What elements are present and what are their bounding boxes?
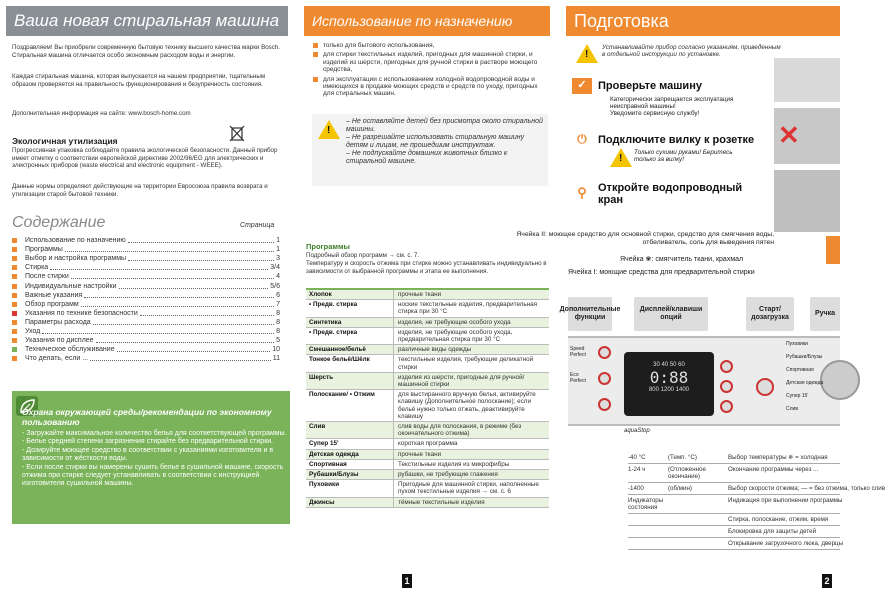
cell-soft-text: Ячейка ❀: смягчитель ткани, крахмал	[620, 256, 744, 263]
orange-tab	[826, 236, 840, 264]
util-text: Прогрессивная упаковка соблюдайте правила экологической безопасности. Данный прибор имеет отметку о соответствии европейской директиве 2002/96/EG для электрических и электронных приборов (waste electrical and electronic equipment - WEEE).	[12, 147, 278, 170]
eco-item: - Дозируйте моющее средство в соответствии с указаниями изготовителя и в зависимости от жёсткости воды.	[22, 447, 287, 464]
left-header: Ваша новая стиральная машина	[6, 6, 288, 36]
display	[624, 352, 714, 416]
cell-a: -40 °C	[628, 454, 646, 461]
warning-icon: !	[576, 44, 598, 63]
toc-item[interactable]	[12, 354, 280, 363]
toc-item[interactable]	[12, 327, 280, 336]
page-number: 1	[402, 574, 412, 588]
display-table-row	[628, 464, 840, 483]
program-row	[306, 498, 549, 508]
warning-item: – Не разрешайте использовать стиральную машину детям и лицам, не прошедшим инструктаж.	[346, 134, 544, 150]
display-table-row	[628, 452, 840, 464]
toc-item[interactable]	[12, 300, 280, 309]
program-name: Спортивная	[306, 460, 394, 469]
extra-functions-label: Дополнительные функции	[568, 297, 612, 331]
cell-c: Блокировка для защиты детей	[728, 528, 817, 535]
program-name: Хлопок	[306, 290, 394, 299]
toc-dots	[90, 356, 271, 361]
handle-label: Ручка	[810, 297, 840, 331]
toc-item[interactable]	[12, 254, 280, 263]
toc-label: Стирка	[25, 264, 49, 272]
program-desc: прочные ткани	[398, 291, 442, 298]
option-button[interactable]	[598, 398, 611, 411]
dial-item: Пуховики	[786, 341, 808, 347]
toc-item[interactable]	[12, 318, 280, 327]
weee-bin-icon	[228, 124, 246, 142]
toc-page: 5/6	[270, 282, 280, 290]
toc-label: Выбор и настройка программы	[25, 255, 127, 263]
eco-list	[22, 430, 287, 489]
toc-list	[12, 236, 280, 363]
program-row	[306, 328, 549, 345]
program-name: Детская одежда	[306, 450, 394, 459]
display-table-row	[628, 538, 844, 550]
toc-bullet	[12, 302, 17, 307]
usage-item: для эксплуатации с использованием холодной водопроводной воды и имеющихся в продаже моющих средств и средств по уходу, пригодных для стиральных машин.	[313, 76, 545, 98]
option-button[interactable]	[720, 400, 733, 413]
toc-dots	[140, 311, 274, 316]
cell-a: Индикаторы состояния	[628, 497, 664, 511]
program-desc: изделия, не требующие особого ухода, предварительная стирка при 30 °C	[398, 328, 513, 344]
toc-page: 8	[276, 309, 280, 317]
toc-item[interactable]	[12, 263, 280, 272]
programs-sub-2: Температуру и скорость отжима при стирке можно устанавливать индивидуально в зависимости от выбранной программы и этапа ее выполнения.	[306, 260, 547, 275]
program-name: Пуховики	[306, 480, 394, 496]
toc-label: Обзор программ	[25, 300, 79, 308]
programs-heading: Программы	[306, 242, 350, 251]
toc-item[interactable]	[12, 272, 280, 281]
program-name: • Предв. стирка	[306, 300, 394, 316]
toc-title: Содержание	[12, 214, 106, 231]
cross-icon: ✕	[778, 120, 800, 150]
toc-page: 7	[276, 300, 280, 308]
eco-perfect-button[interactable]	[598, 372, 611, 385]
speed-perfect-button[interactable]	[598, 346, 611, 359]
display-table-row	[628, 514, 840, 526]
toc-label: Параметры расхода	[25, 318, 91, 326]
usage-item: только для бытового использования,	[313, 42, 545, 49]
brand-label: aquaStop	[624, 428, 650, 434]
cell-b	[668, 516, 728, 523]
check-title: Проверьте машину	[598, 80, 702, 92]
toc-dots	[128, 256, 274, 261]
toc-label: После стирки	[25, 273, 69, 281]
cell-c: Выбор скорости отжима; — = без отжима, только слив	[728, 485, 885, 492]
toc-bullet	[12, 338, 17, 343]
cell-2-text: Ячейка II: моющее средство для основной стирки, средство для смягчения воды, отбеливатель, соль для выведения пятен	[516, 231, 774, 246]
cell-a	[628, 516, 668, 523]
program-name: Супер 15'	[306, 439, 394, 448]
toc-item[interactable]	[12, 245, 280, 254]
dial-list	[786, 338, 826, 416]
program-desc: слив воды для полоскания, в режиме (без окончательного отжима)	[398, 423, 522, 438]
middle-header: Использование по назначению	[304, 6, 550, 36]
eco-box	[12, 391, 290, 524]
toc-page: 1	[276, 237, 280, 245]
dial-item: Рубашки/Блузы	[786, 354, 823, 360]
program-dial[interactable]	[820, 360, 860, 400]
check-icon: ✓	[572, 78, 592, 94]
check-item: Категорически запрещается эксплуатация неисправной машины!	[610, 96, 734, 111]
toc-item[interactable]	[12, 236, 280, 245]
program-desc: ноские текстильные изделия, предварительная стирка при 30 °C	[398, 301, 538, 316]
warning-box	[312, 114, 548, 186]
usage-item: для стирки текстильных изделий, пригодных для машинной стирки, и изделий из шерсти, пригодных для ручной стирки в растворе моющего средства,	[313, 51, 545, 73]
cell-a	[628, 528, 668, 535]
start-label: Старт/дозагрузка	[746, 297, 794, 331]
program-row	[306, 355, 549, 372]
toc-bullet	[12, 284, 17, 289]
program-desc: изделия из шерсти, пригодные для ручной/машинной стирки	[398, 373, 525, 389]
program-name: Джинсы	[306, 498, 394, 507]
toc-bullet	[12, 347, 17, 352]
toc-dots	[84, 293, 274, 298]
toc-dots	[93, 320, 274, 325]
toc-page: 8	[276, 327, 280, 335]
toc-bullet	[12, 311, 17, 316]
program-row	[306, 480, 549, 497]
toc-label: Использование по назначению	[25, 237, 126, 245]
toc-label: Индивидуальные настройки	[25, 282, 117, 290]
start-button[interactable]	[756, 378, 774, 396]
program-row	[306, 422, 549, 439]
toc-page: 5	[276, 337, 280, 345]
program-row	[306, 439, 549, 449]
intro-text: Поздравляем! Вы приобрели современную бытовую технику высшего качества марки Bosch. Стиральная машина отличается особо экономным расходом воды и энергии.	[12, 44, 280, 59]
cell-b: (Темп. °C)	[668, 454, 697, 461]
drawer-photo	[774, 170, 840, 232]
toc-page: 4	[276, 273, 280, 281]
program-row	[306, 450, 549, 460]
machine-photo	[774, 58, 840, 102]
toc-page: 11	[272, 355, 280, 363]
warning-item: – Не подпускайте домашних животных близко к стиральной машине.	[346, 150, 544, 166]
display-time: 0:88	[649, 368, 689, 387]
toc-bullet	[12, 356, 17, 361]
program-row	[306, 390, 549, 422]
display-keys-label: Дисплей/клавиши опций	[634, 297, 708, 331]
toc-label: Указания по дисплее	[25, 337, 94, 345]
toc-page: 3/4	[270, 264, 280, 272]
program-desc: различные виды одежды	[398, 346, 472, 354]
program-row	[306, 373, 549, 390]
toc-dots	[65, 247, 274, 252]
program-name: Слив	[306, 422, 394, 438]
right-header: Подготовка	[566, 6, 840, 36]
program-row	[306, 470, 549, 480]
display-table-row	[628, 526, 840, 538]
program-name: Смешанное/бельё	[306, 345, 394, 354]
cell-c: Открывание загрузочного люка, дверцы	[728, 540, 844, 547]
cell-b: (об/мин)	[668, 485, 692, 492]
toc-page: 1	[276, 246, 280, 254]
toc-bullet	[12, 274, 17, 279]
toc-bullet	[12, 293, 17, 298]
toc-item[interactable]	[12, 336, 280, 345]
dial-item: Спортивная	[786, 367, 814, 373]
page-number: 2	[822, 574, 832, 588]
toc-item[interactable]	[12, 281, 280, 290]
plug-icon: ⏻	[577, 132, 587, 146]
toc-dots	[50, 265, 268, 270]
toc-item[interactable]	[12, 291, 280, 300]
program-row	[306, 345, 549, 355]
option-button[interactable]	[720, 360, 733, 373]
dial-item: Детская одежда	[786, 380, 824, 386]
install-note: Устанавливайте прибор согласно указаниям, приведенным в отдельной инструкции по установке.	[602, 44, 781, 59]
cell-b: (Отложенное окончание)	[668, 466, 706, 480]
toc-label: Техническое обслуживание	[25, 346, 115, 354]
toc-page: 8	[276, 318, 280, 326]
cell-c: Окончание программы через ...	[728, 466, 819, 473]
toc-item[interactable]	[12, 345, 280, 354]
program-desc: для выстиранного вручную белья, активируйте клавишу (Дополнительное полоскание); если бельё нужно только отжать, деактивируйте клавишу	[398, 391, 536, 420]
program-desc: Пригодные для машинной стирки, наполненные пухом текстильные изделия → см. с. 6	[398, 481, 539, 496]
cell-a: -1400	[628, 485, 644, 492]
program-row	[306, 290, 549, 300]
toc-label: Важные указания	[25, 291, 83, 299]
toc-bullet	[12, 256, 17, 261]
cell-c: Стирка, полоскание, отжим, время	[728, 516, 829, 523]
toc-bullet	[12, 247, 17, 252]
warning-icon: !	[610, 148, 632, 167]
toc-bullet	[12, 265, 17, 270]
usage-list	[313, 42, 545, 100]
program-desc: текстильные изделия, требующие деликатной стирки	[398, 356, 534, 371]
toc-label: Программы	[25, 246, 63, 254]
plug-note: Только сухими руками! Беритесь только за вилку!	[634, 149, 733, 164]
eco-perfect-label: Eco Perfect	[570, 372, 586, 384]
program-desc: короткая программа	[398, 440, 458, 448]
toc-label: Уход	[25, 327, 41, 335]
display-temps: 30 40 50 60	[653, 362, 685, 368]
program-desc: рубашки, не требующие глажения	[398, 471, 498, 479]
toc-item[interactable]	[12, 309, 280, 318]
check-item: Уведомите сервисную службу!	[610, 110, 700, 118]
toc-bullet	[12, 329, 17, 334]
eco-item: - Загружайте максимальное количество белья для соответствующей программы.	[22, 430, 287, 438]
program-row	[306, 460, 549, 470]
eco-title: Охрана окружающей среды/рекомендации по экономному пользованию	[22, 407, 272, 427]
program-row	[306, 300, 549, 317]
website-text: Дополнительная информация на сайте: www.bosch-home.com	[12, 110, 191, 117]
program-desc: Текстильные изделия из микрофибры	[398, 460, 510, 468]
program-name: Полоскание/ • Отжим	[306, 390, 394, 421]
toc-page: 10	[272, 346, 280, 354]
program-name: Шерсть	[306, 373, 394, 389]
display-speeds: 800 1200 1400	[648, 387, 690, 393]
toc-page: 6	[276, 291, 280, 299]
eco-item: - Белье средней степени загрязнения стирайте без предварительной стирки.	[22, 438, 287, 446]
toc-page: 3	[276, 255, 280, 263]
toc-dots	[71, 274, 274, 279]
toc-label: Что делать, если ...	[25, 355, 89, 363]
program-name: • Предв. стирка	[306, 328, 394, 344]
intro-text-2: Каждая стиральная машина, которая выпускается на нашем предприятии, тщательным образом проверяется на правильность функционирования и безупречность состояния.	[12, 73, 266, 88]
toc-bullet	[12, 238, 17, 243]
cell-a	[628, 540, 668, 547]
cell-b	[668, 540, 728, 547]
toc-dots	[128, 238, 274, 243]
cell-b	[668, 497, 728, 511]
option-button[interactable]	[720, 380, 733, 393]
water-title: Откройте водопроводный кран	[598, 182, 743, 206]
program-table	[306, 288, 549, 508]
util-heading: Экологичная утилизация	[12, 136, 118, 146]
program-name: Синтетика	[306, 318, 394, 327]
programs-sub: Подробный обзор программ → см. с. 7.	[306, 252, 420, 259]
left-panel	[0, 0, 296, 596]
util-text-2: Данные нормы определяют действующие на территории Евросоюза правила возврата и утилизации старой бытовой техники.	[12, 183, 268, 198]
program-name: Тонкое бельё/Шёлк	[306, 355, 394, 371]
toc-dots	[81, 302, 274, 307]
program-desc: изделия, не требующие особого ухода	[398, 318, 511, 326]
cell-1-text: Ячейка I: моющие средства для предварительной стирки	[568, 269, 755, 276]
toc-page-label: Страница	[240, 222, 275, 229]
program-desc: тёмные текстильные изделия	[398, 498, 485, 506]
display-table	[628, 452, 885, 550]
warning-item: – Не оставляйте детей без присмотра около стиральной машины.	[346, 118, 544, 134]
tap-icon: ⚲	[577, 185, 587, 200]
speed-perfect-label: Speed Perfect	[570, 346, 586, 358]
eco-item: - Если после стирки вы намерены сушить белье в сушильной машине, скорость отжима при стирке следует устанавливать в соответствии с инструкцией изготовителя сушильной машины.	[22, 464, 287, 489]
toc-bullet	[12, 320, 17, 325]
toc-dots	[119, 284, 269, 289]
display-table-row	[628, 483, 885, 495]
dial-item: Супер 15'	[786, 393, 809, 399]
cell-a: 1-24 ч	[628, 466, 646, 473]
cell-b	[668, 528, 728, 535]
cell-c: Выбор температуры ❄ = холодная	[728, 454, 828, 461]
toc-label: Указания по технике безопасности	[25, 309, 138, 317]
warning-icon: !	[318, 120, 340, 139]
toc-dots	[117, 347, 271, 352]
program-row	[306, 318, 549, 328]
program-desc: прочные ткани	[398, 450, 442, 458]
display-table-row	[628, 495, 843, 514]
plug-title: Подключите вилку к розетке	[598, 134, 755, 146]
dial-item: Слив	[786, 406, 798, 412]
program-name: Рубашки/Блузы	[306, 470, 394, 479]
toc-dots	[96, 338, 275, 343]
cell-c: Индикация при выполнении программы	[728, 497, 843, 504]
toc-dots	[42, 329, 274, 334]
